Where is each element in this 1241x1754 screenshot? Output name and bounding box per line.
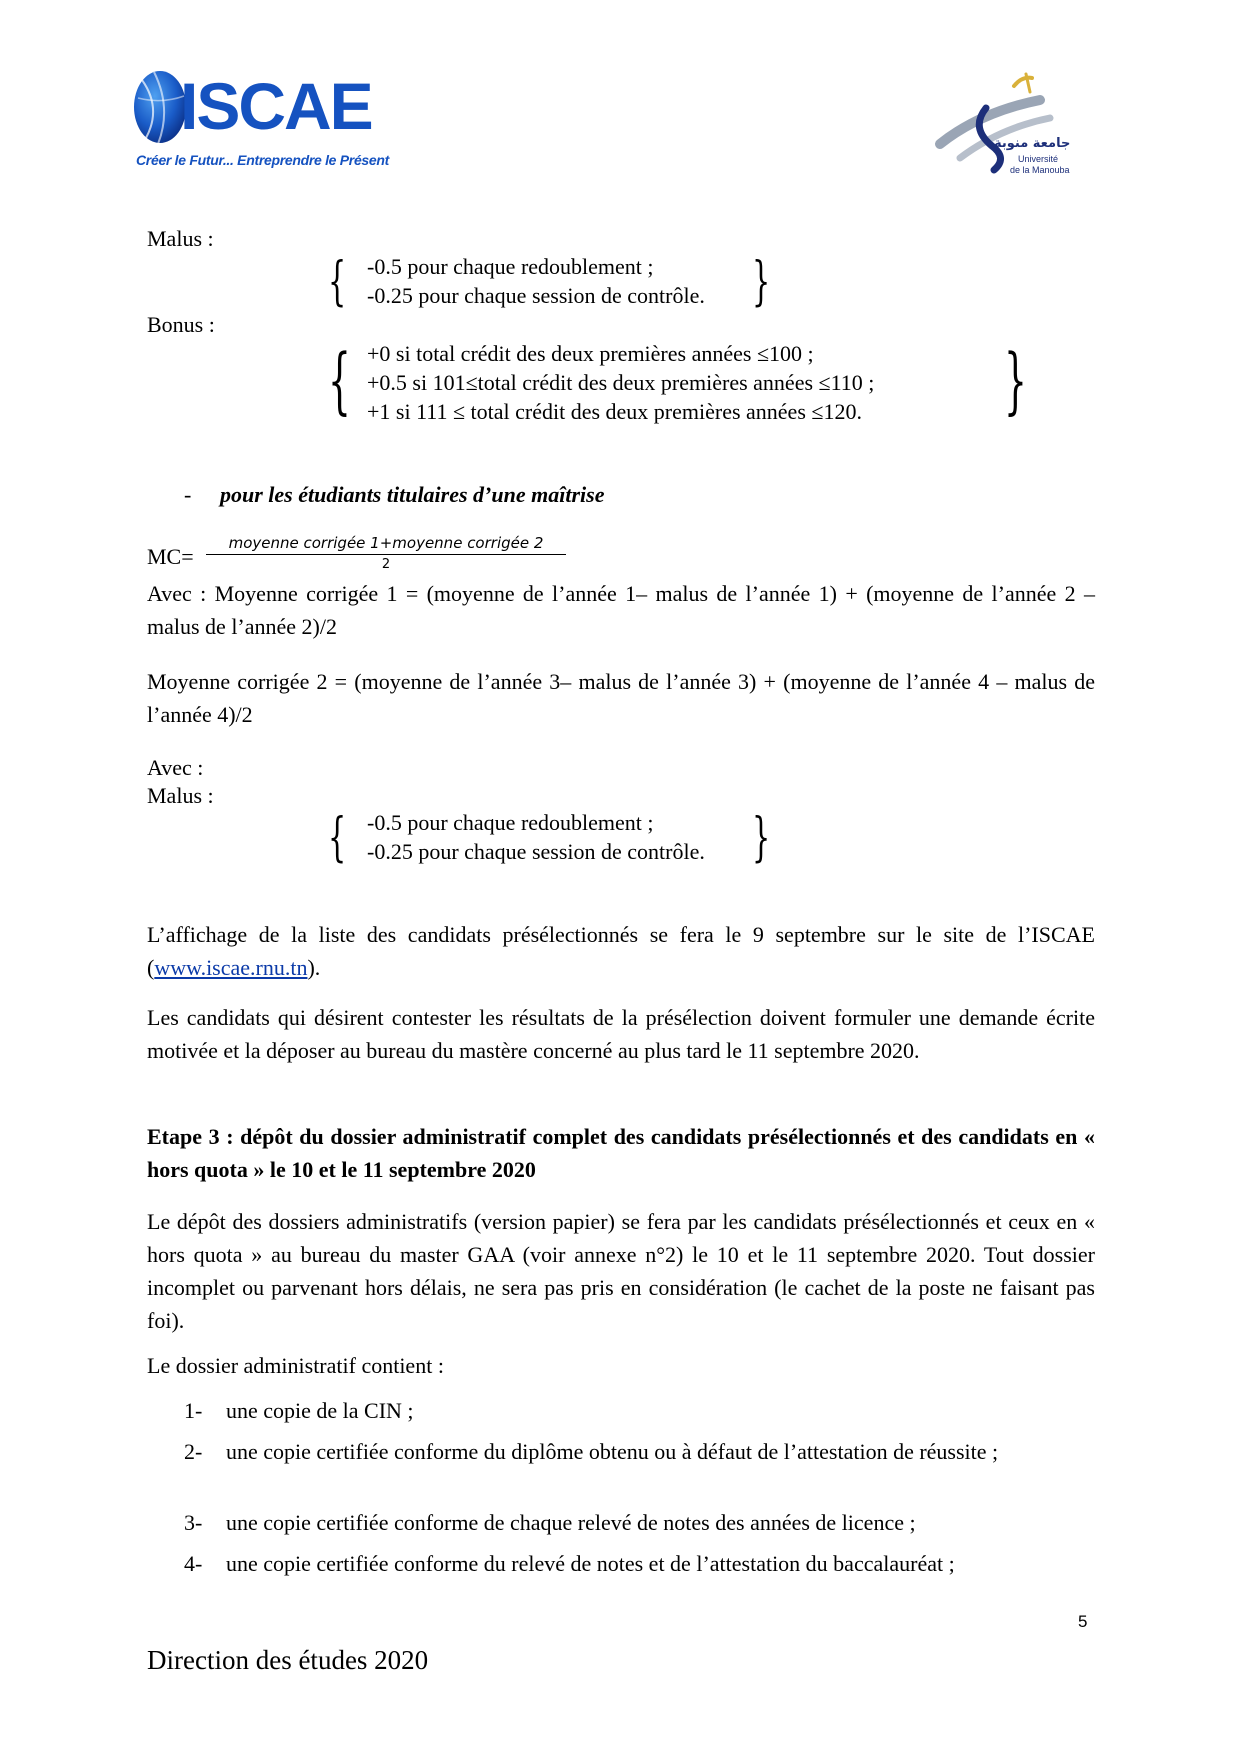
malus1-item-2: -0.25 pour chaque session de contrôle. <box>367 283 705 308</box>
malus2-item-2: -0.25 pour chaque session de contrôle. <box>367 839 705 864</box>
iscae-website-link[interactable]: www.iscae.rnu.tn <box>154 955 308 980</box>
malus2-item-1: -0.5 pour chaque redoublement ; <box>367 810 654 835</box>
mc-label: MC= <box>147 544 194 569</box>
footer-direction: Direction des études 2020 <box>147 1645 429 1675</box>
bonus-item-2: +0.5 si 101≤total crédit des deux premières années ≤110 ; <box>367 370 875 395</box>
right-brace: } <box>752 252 771 312</box>
left-brace: { <box>328 808 347 868</box>
malus-label-2: Malus : <box>147 783 214 808</box>
manouba-fr-line1: Université <box>1018 154 1059 164</box>
page-number: 5 <box>1078 1612 1088 1631</box>
list-text: une copie certifiée conforme de chaque relevé de notes des années de licence ; <box>226 1510 916 1535</box>
list-item <box>184 1437 1095 1467</box>
mc-numerator: moyenne corrigée 1+moyenne corrigée 2 <box>228 534 544 552</box>
avec-label: Avec : <box>147 755 204 780</box>
malus-label-1: Malus : <box>147 226 214 251</box>
left-brace: { <box>328 252 347 312</box>
right-brace: } <box>1004 338 1027 422</box>
bonus-item-3: +1 si 111 ≤ total crédit des deux premières années ≤120. <box>367 399 862 424</box>
list-item <box>184 1396 1095 1426</box>
list-number: 4- <box>184 1551 203 1576</box>
moyenne2: Moyenne corrigée 2 = (moyenne de l’année 3– malus de l’année 3) + (moyenne de l’année 4 – malus de l’année 4)/2 <box>147 669 1095 727</box>
manouba-arabic: جامعة منوبة <box>994 136 1071 151</box>
affichage-before: L’affichage de la liste des candidats présélectionnés se fera le 9 septembre sur le site de l’ISCAE ( <box>147 922 1095 980</box>
list-number: 3- <box>184 1510 203 1535</box>
manouba-logo <box>930 72 1070 182</box>
etape3-heading: Etape 3 : dépôt du dossier administratif complet des candidats présélectionnés et des candidats en « hors quota » le 10 et le 11 septembre 2020 <box>147 1124 1095 1182</box>
list-text: une copie certifiée conforme du diplôme obtenu ou à défaut de l’attestation de réussite ; <box>226 1439 999 1464</box>
fraction-bar <box>206 554 566 555</box>
affichage-paragraph <box>147 918 1095 984</box>
dossier-intro: Le dossier administratif contient : <box>147 1353 444 1378</box>
list-text: une copie certifiée conforme du relevé de notes et de l’attestation du baccalauréat ; <box>226 1551 955 1576</box>
list-number: 1- <box>184 1398 203 1423</box>
left-brace: { <box>328 338 351 422</box>
mc-fraction <box>206 534 566 573</box>
affichage-after: ). <box>307 955 321 980</box>
avec-moyenne1: Avec : Moyenne corrigée 1 = (moyenne de l’année 1– malus de l’année 1) + (moyenne de l’année 2 – malus de l’année 2)/2 <box>147 581 1095 639</box>
heading-dash: - <box>184 482 192 507</box>
list-item <box>184 1508 1095 1538</box>
right-brace: } <box>752 808 771 868</box>
list-text: une copie de la CIN ; <box>226 1398 414 1423</box>
iscae-logo <box>132 66 390 176</box>
maitrise-heading: pour les étudiants titulaires d’une maîtrise <box>220 482 605 507</box>
iscae-logo-text: ISCAE <box>180 69 372 143</box>
depot-paragraph: Le dépôt des dossiers administratifs (version papier) se fera par les candidats présélectionnés et ceux en « hors quota » au bureau du master GAA (voir annexe n°2) le 10 et le 11 septembre 2020. Tout dossier incomplet ou parvenant hors délais, ne sera pas pris en considération (le cachet de la poste ne faisant pas foi). <box>147 1209 1095 1333</box>
iscae-slogan: Créer le Futur... Entreprendre le Présent <box>136 152 390 168</box>
mc-denominator: 2 <box>381 557 391 572</box>
malus1-item-1: -0.5 pour chaque redoublement ; <box>367 254 654 279</box>
contest-paragraph: Les candidats qui désirent contester les résultats de la présélection doivent formuler une demande écrite motivée et la déposer au bureau du mastère concerné au plus tard le 11 septembre 2020. <box>147 1005 1095 1063</box>
list-number: 2- <box>184 1439 203 1464</box>
manouba-fr-line2: de la Manouba <box>1010 165 1070 175</box>
list-item <box>184 1549 1095 1579</box>
bonus-label: Bonus : <box>147 312 215 337</box>
bonus-item-1: +0 si total crédit des deux premières années ≤100 ; <box>367 341 814 366</box>
